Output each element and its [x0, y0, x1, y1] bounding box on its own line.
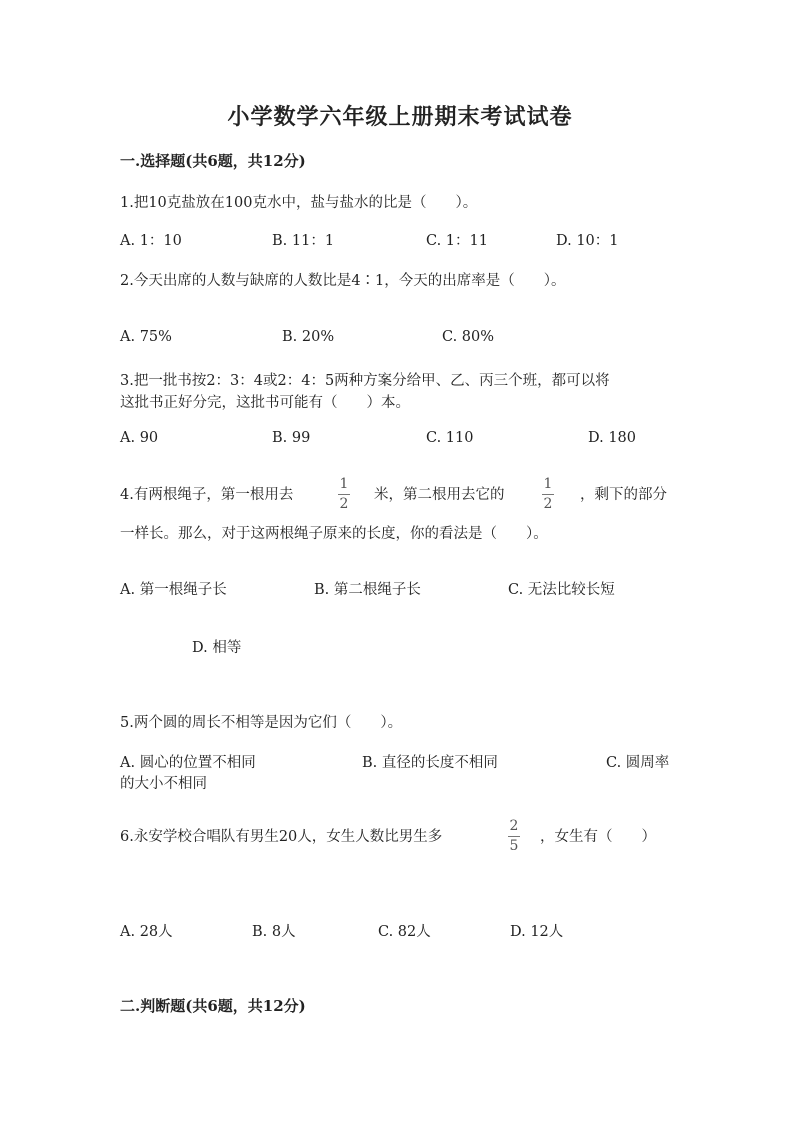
- fraction-bar: [542, 494, 554, 495]
- question-5-option-a: A. 圆心的位置不相同: [120, 755, 256, 771]
- fraction-numerator: 2: [509, 818, 519, 834]
- question-4-option-a: A. 第一根绳子长: [120, 582, 227, 598]
- question-3-line-1: 3.把一批书按2：3：4或2：4：5两种方案分给甲、乙、丙三个班，都可以将: [120, 373, 610, 389]
- question-4-text-middle: 米，第二根用去它的: [374, 487, 505, 503]
- section-heading: 一.选择题(共6题，共12分): [120, 152, 306, 170]
- question-1-option-b: B. 11：1: [272, 233, 335, 249]
- question-3-option-b: B. 99: [272, 430, 311, 446]
- fraction-bar: [508, 836, 520, 837]
- question-1-option-d: D. 10：1: [556, 233, 619, 249]
- question-1-text: 1.把10克盐放在100克水中，盐与盐水的比是（ ）。: [120, 195, 478, 211]
- question-4-text-end: ，剩下的部分: [580, 487, 667, 503]
- question-5-option-c-wrap: 的大小不相同: [120, 776, 207, 792]
- question-3-option-a: A. 90: [120, 430, 159, 446]
- question-3-option-d: D. 180: [588, 430, 637, 446]
- question-6-option-d: D. 12人: [510, 924, 564, 940]
- question-4-line-2: 一样长。那么，对于这两根绳子原来的长度，你的看法是（ ）。: [120, 526, 548, 542]
- question-5-text: 5.两个圆的周长不相等是因为它们（ ）。: [120, 715, 403, 731]
- fraction-one-half: [542, 477, 554, 511]
- question-6-text-start: 6.永安学校合唱队有男生20人，女生人数比男生多: [120, 829, 443, 845]
- question-6-option-a: A. 28人: [120, 924, 173, 940]
- question-3-line-2: 这批书正好分完，这批书可能有（ ）本。: [120, 395, 410, 411]
- question-6-text-end: ，女生有（ ）: [540, 829, 656, 845]
- fraction-two-fifths: [508, 819, 520, 853]
- question-2-option-a: A. 75%: [120, 329, 172, 345]
- question-5-option-c: C. 圆周率: [606, 755, 670, 771]
- fraction-one-half: [338, 477, 350, 511]
- question-4-option-d: D. 相等: [192, 640, 242, 656]
- fraction-denominator: 5: [509, 838, 519, 854]
- section-heading: 二.判断题(共6题，共12分): [120, 997, 306, 1015]
- fraction-numerator: 1: [339, 476, 349, 492]
- fraction-denominator: 2: [543, 496, 553, 512]
- fraction-bar: [338, 494, 350, 495]
- fraction-numerator: 1: [543, 476, 553, 492]
- question-1-option-a: A. 1：10: [120, 233, 182, 249]
- question-2-text: 2.今天出席的人数与缺席的人数比是4∶1，今天的出席率是（ ）。: [120, 273, 566, 289]
- question-4-option-b: B. 第二根绳子长: [314, 582, 421, 598]
- question-2-option-c: C. 80%: [442, 329, 495, 345]
- question-4-text-start: 4.有两根绳子，第一根用去: [120, 487, 294, 503]
- question-5-option-b: B. 直径的长度不相同: [362, 755, 498, 771]
- question-6-option-c: C. 82人: [378, 924, 431, 940]
- fraction-denominator: 2: [339, 496, 349, 512]
- question-4-option-c: C. 无法比较长短: [508, 582, 615, 598]
- question-1-option-c: C. 1：11: [426, 233, 488, 249]
- question-3-option-c: C. 110: [426, 430, 474, 446]
- question-6-option-b: B. 8人: [252, 924, 296, 940]
- question-2-option-b: B. 20%: [282, 329, 335, 345]
- page-title: 小学数学六年级上册期末考试试卷: [227, 104, 573, 130]
